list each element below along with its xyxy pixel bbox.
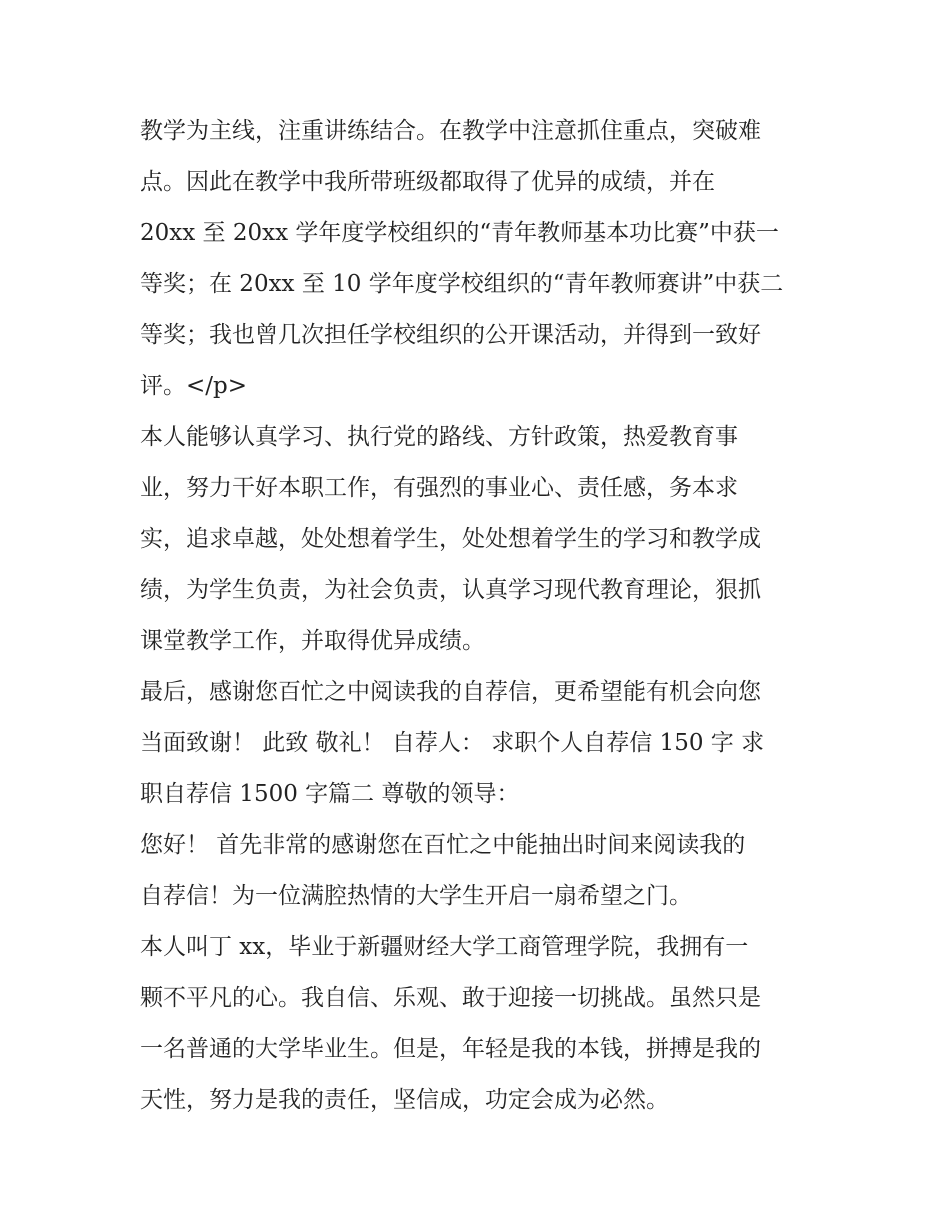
text-line: 颗不平凡的心。我自信、乐观、敢于迎接一切挑战。虽然只是 <box>140 985 761 1011</box>
text-line: 本人叫丁 xx，毕业于新疆财经大学工商管理学院，我拥有一 <box>140 934 749 960</box>
paragraph-work-attitude <box>140 412 820 667</box>
text-line: 您好！ 首先非常的感谢您在百忙之中能抽出时间来阅读我的 <box>140 832 746 858</box>
paragraph-self-introduction <box>140 922 820 1126</box>
text-line: 天性，努力是我的责任，坚信成，功定会成为必然。 <box>140 1087 669 1113</box>
text-line: 课堂教学工作，并取得优异成绩。 <box>140 628 485 654</box>
text-line: 20xx 至 20xx 学年度学校组织的“青年教师基本功比赛”中获一 <box>140 220 779 246</box>
text-line: 实，追求卓越，处处想着学生，处处想着学生的学习和教学成 <box>140 526 761 552</box>
text-line: 业，努力干好本职工作，有强烈的事业心、责任感，务本求 <box>140 475 738 501</box>
paragraph-teaching-achievements <box>140 106 820 412</box>
text-line: 等奖；我也曾几次担任学校组织的公开课活动，并得到一致好 <box>140 322 761 348</box>
text-line: 等奖；在 20xx 至 10 学年度学校组织的“青年教师赛讲”中获二 <box>140 271 784 297</box>
text-line: 绩，为学生负责，为社会负责，认真学习现代教育理论，狠抓 <box>140 577 761 603</box>
text-line: 评。</p> <box>140 373 248 399</box>
paragraph-greeting <box>140 820 820 922</box>
paragraph-closing <box>140 667 820 820</box>
text-line: 当面致谢！ 此致 敬礼！ 自荐人： 求职个人自荐信 150 字 求 <box>140 730 765 756</box>
text-line: 本人能够认真学习、执行党的路线、方针政策，热爱教育事 <box>140 424 738 450</box>
text-line: 自荐信！为一位满腔热情的大学生开启一扇希望之门。 <box>140 883 692 909</box>
text-line: 最后，感谢您百忙之中阅读我的自荐信，更希望能有机会向您 <box>140 679 761 705</box>
text-line: 职自荐信 1500 字篇二 尊敬的领导： <box>140 781 520 807</box>
document-body <box>140 106 820 1126</box>
text-line: 点。因此在教学中我所带班级都取得了优异的成绩，并在 <box>140 169 715 195</box>
text-line: 一名普通的大学毕业生。但是，年轻是我的本钱，拼搏是我的 <box>140 1036 761 1062</box>
text-line: 教学为主线，注重讲练结合。在教学中注意抓住重点，突破难 <box>140 118 761 144</box>
